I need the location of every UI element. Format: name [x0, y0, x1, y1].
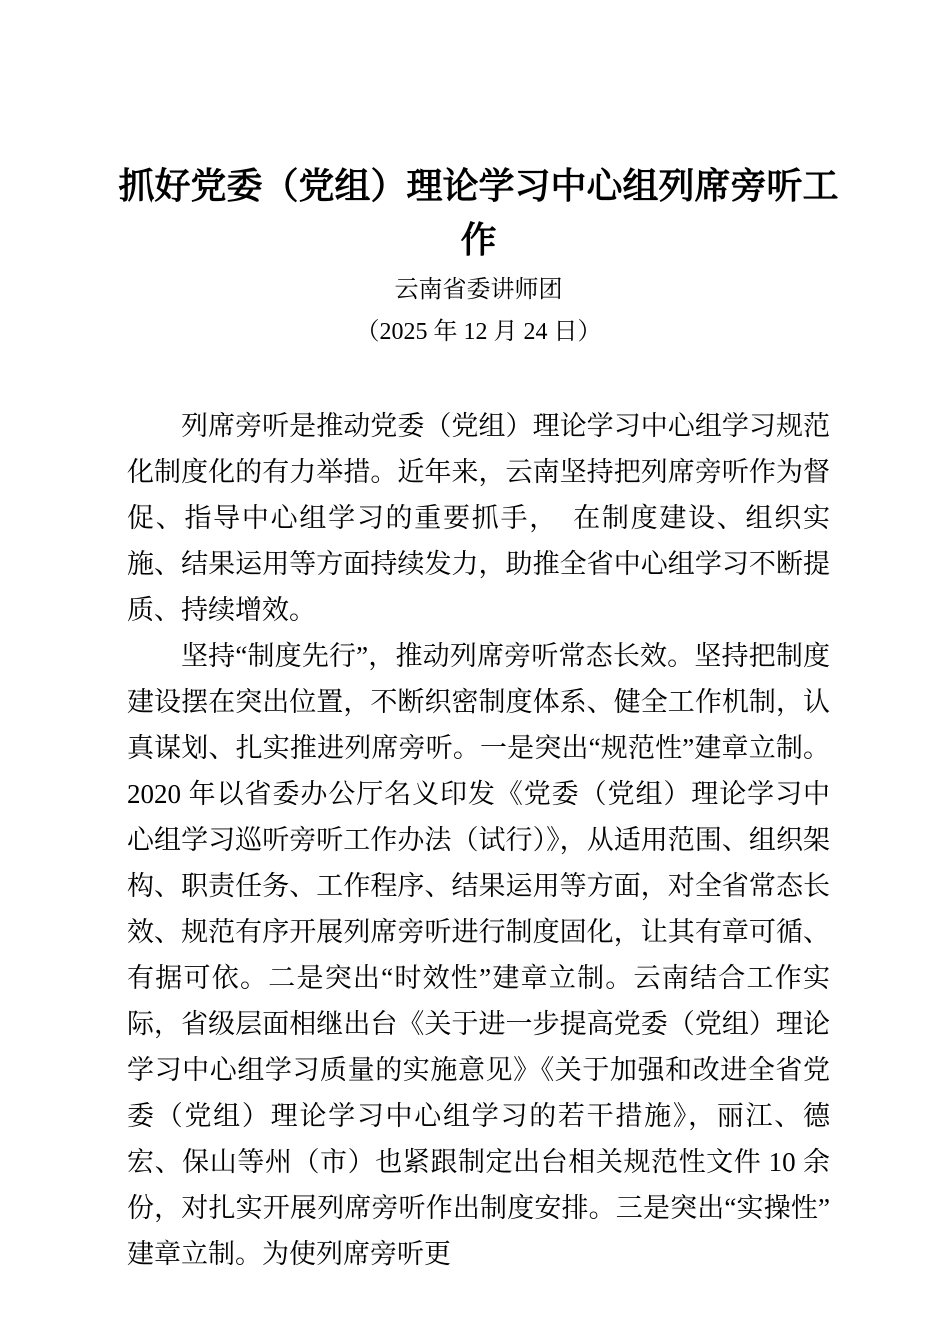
body-paragraph: 坚持“制度先行”，推动列席旁听常态长效。坚持把制度建设摆在突出位置，不断织密制度体系、健全工作机制，认真谋划、扎实推进列席旁听。一是突出“规范性”建章立制。2020 年以省委办公厅名义印发《党委（党组）理论学习中心组学习巡听旁听工作办法（试行）》，从适用范围、组织架构、职责任务、工作程序、结果运用等方面，对全省常态长效、规范有序开展列席旁听进行制度固化，让其有章可循、有据可依。二是突出“时效性”建章立制。云南结合工作实际，省级层面相继出台《关于进一步提高党委（党组）理论学习中心组学习质量的实施意见》《关于加强和改进全省党委（党组）理论学习中心组学习的若干措施》，丽江、德宏、保山等州（市）也紧跟制定出台相关规范性文件 10 余份，对扎实开展列席旁听作出制度安排。三是突出“实操性”建章立制。为使列席旁听更: [127, 641, 830, 1269]
body-paragraph: 列席旁听是推动党委（党组）理论学习中心组学习规范化制度化的有力举措。近年来，云南坚持把列席旁听作为督促、指导中心组学习的重要抓手， 在制度建设、组织实施、结果运用等方面持续发力，助推全省中心组学习不断提质、持续增效。: [127, 411, 830, 625]
document-body: [127, 403, 830, 1277]
document-title: 抓好党委（党组）理论学习中心组列席旁听工作: [118, 166, 839, 260]
date-line: （2025 年 12 月 24 日）: [355, 319, 602, 345]
author-line: 云南省委讲师团: [394, 277, 563, 303]
